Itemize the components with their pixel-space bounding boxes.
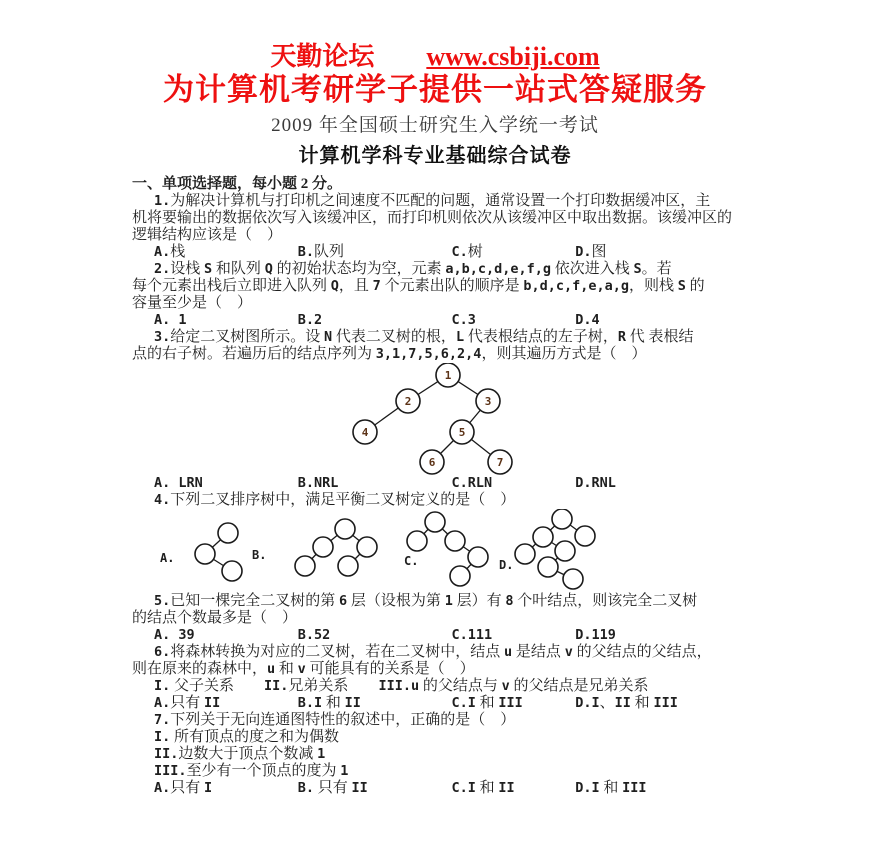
tree-node-label: 7: [496, 456, 504, 469]
question-1: [132, 193, 748, 261]
q6-line-1: 6.将森林转换为对应的二叉树，若在二叉树中，结点 u 是结点 v 的父结点的父结点，: [154, 644, 712, 660]
q4-line-1: 4.下列二叉排序树中，满足平衡二叉树定义的是（ ）: [154, 492, 516, 508]
q6-option-d: D.I、II 和 III: [575, 695, 678, 711]
tree-node: [335, 519, 355, 539]
tree-node: [218, 523, 238, 543]
q1-options-row: [132, 244, 748, 261]
q3-option-d: D.RNL: [575, 475, 616, 491]
q5-option-b: B.52: [297, 627, 331, 643]
q6-option-a: A.只有 II: [154, 695, 221, 711]
tree-label: D.: [499, 558, 514, 572]
q3-line-2: 点的右子树。若遍历后的结点序列为 3,1,7,5,6,2,4，则其遍历方式是（ ）: [132, 346, 647, 362]
tree-node: [313, 537, 333, 557]
q7-item-1: I. 所有顶点的度之和为偶数: [154, 729, 340, 745]
q7-option-b: B. 只有 II: [297, 780, 368, 796]
q3-option-b: B.NRL: [297, 475, 339, 491]
tree-node: [533, 527, 553, 547]
q3-line-1: 3.给定二叉树图所示。设 N 代表二叉树的根，L 代表根结点的左子树，R 代 表根结: [154, 329, 694, 345]
tree-node: [357, 537, 377, 557]
q7-item-2: II.边数大于顶点个数减 1: [154, 746, 326, 762]
q1-line-2: 机将要输出的数据依次写入该缓冲区，而打印机则依次从该缓冲区中取出数据。该缓冲区的: [132, 210, 733, 226]
q2-line-2: 每个元素出栈后立即进入队列 Q，且 7 个元素出队的顺序是 b,d,c,f,e,a,g，则栈 S 的: [132, 278, 705, 294]
q7-option-d: D.I 和 III: [575, 780, 647, 796]
tree-node: [445, 531, 465, 551]
q5-line-1: 5.已知一棵完全二叉树的第 6 层（设根为第 1 层）有 8 个叶结点，则该完全二叉树: [154, 593, 698, 609]
tree-node: [563, 569, 583, 589]
q7-option-c: C.I 和 II: [451, 780, 515, 796]
site-tagline: 为计算机考研学子提供一站式答疑服务: [163, 72, 707, 107]
tree-node: [555, 541, 575, 561]
tree-node: [222, 561, 242, 581]
section-heading: 一、单项选择题，每小题 2 分。: [132, 176, 343, 192]
tree-node-label: 3: [484, 395, 492, 408]
q2-option-c: C.3: [451, 312, 476, 328]
tree-node-label: 4: [361, 426, 369, 439]
q1-option-b: B.队列: [297, 244, 345, 260]
q7-option-a: A.只有 I: [154, 780, 213, 796]
tree-node: [552, 509, 572, 529]
q2-option-a: A. 1: [154, 312, 187, 328]
q7-item-3: III.至少有一个顶点的度为 1: [154, 763, 349, 779]
q6-items-line: I. 父子关系 II.兄弟关系 III.u 的父结点与 v 的父结点是兄弟关系: [154, 678, 649, 694]
q7-options-row: [132, 780, 748, 797]
q3-options-row: [132, 475, 748, 492]
question-2: [132, 261, 748, 329]
tree-node: [338, 556, 358, 576]
tree-node: [450, 566, 470, 586]
q6-option-b: B.I 和 II: [297, 695, 361, 711]
q5-options-row: [132, 627, 748, 644]
q5-option-a: A. 39: [154, 627, 195, 643]
q6-line-2: 则在原来的森林中，u 和 v 可能具有的关系是（ ）: [132, 661, 475, 677]
q5-line-2: 的结点个数最多是（ ）: [132, 610, 298, 626]
tree-label: C.: [404, 554, 419, 568]
tree-node: [407, 531, 427, 551]
tree-node: [468, 547, 488, 567]
q6-option-c: C.I 和 III: [451, 695, 523, 711]
exam-body: [132, 176, 748, 797]
exam-title: 2009 年全国硕士研究生入学统一考试: [271, 115, 599, 136]
tree-node-label: 1: [444, 369, 452, 382]
q3-option-c: C.RLN: [451, 475, 493, 491]
question-6: [132, 644, 748, 712]
tree-node: [538, 557, 558, 577]
q1-option-a: A.栈: [154, 244, 186, 260]
tree-node-label: 2: [404, 395, 412, 408]
tree-node: [515, 544, 535, 564]
q6-options-row: [132, 695, 748, 712]
q3-option-a: A. LRN: [154, 475, 203, 491]
tree-label: B.: [252, 548, 267, 562]
q5-option-d: D.119: [575, 627, 616, 643]
q2-options-row: [132, 312, 748, 329]
q5-option-c: C.111: [451, 627, 493, 643]
tree-node: [195, 544, 215, 564]
q2-line-3: 容量至少是（ ）: [132, 295, 253, 311]
q4-candidate-trees-diagram: [132, 509, 744, 593]
question-7: [132, 712, 748, 797]
question-5: [132, 593, 748, 644]
tree-node: [425, 512, 445, 532]
exam-subtitle: 计算机学科专业基础综合试卷: [298, 145, 572, 167]
q3-binary-tree-diagram: [132, 363, 744, 475]
question-4: [132, 492, 748, 593]
q2-option-d: D.4: [575, 312, 600, 328]
tree-node: [575, 526, 595, 546]
q1-option-c: C.树: [451, 244, 483, 260]
q1-line-1: 1.为解决计算机与打印机之间速度不匹配的问题，通常设置一个打印数据缓冲区，主: [154, 193, 711, 209]
tree-node: [295, 556, 315, 576]
tree-node-label: 5: [458, 426, 466, 439]
q1-option-d: D.图: [575, 244, 607, 260]
q2-line-1: 2.设栈 S 和队列 Q 的初始状态均为空，元素 a,b,c,d,e,f,g 依次进入栈 S。若: [154, 261, 672, 277]
q2-option-b: B.2: [297, 312, 323, 328]
tree-label: A.: [160, 551, 175, 565]
q1-line-3: 逻辑结构应该是（ ）: [132, 227, 283, 243]
question-3: [132, 329, 748, 492]
tree-node-label: 6: [428, 456, 436, 469]
q7-line-1: 7.下列关于无向连通图特性的叙述中，正确的是（ ）: [154, 712, 516, 728]
site-url-link[interactable]: www.csbiji.com: [426, 42, 600, 71]
forum-name: 天勤论坛: [270, 42, 375, 71]
